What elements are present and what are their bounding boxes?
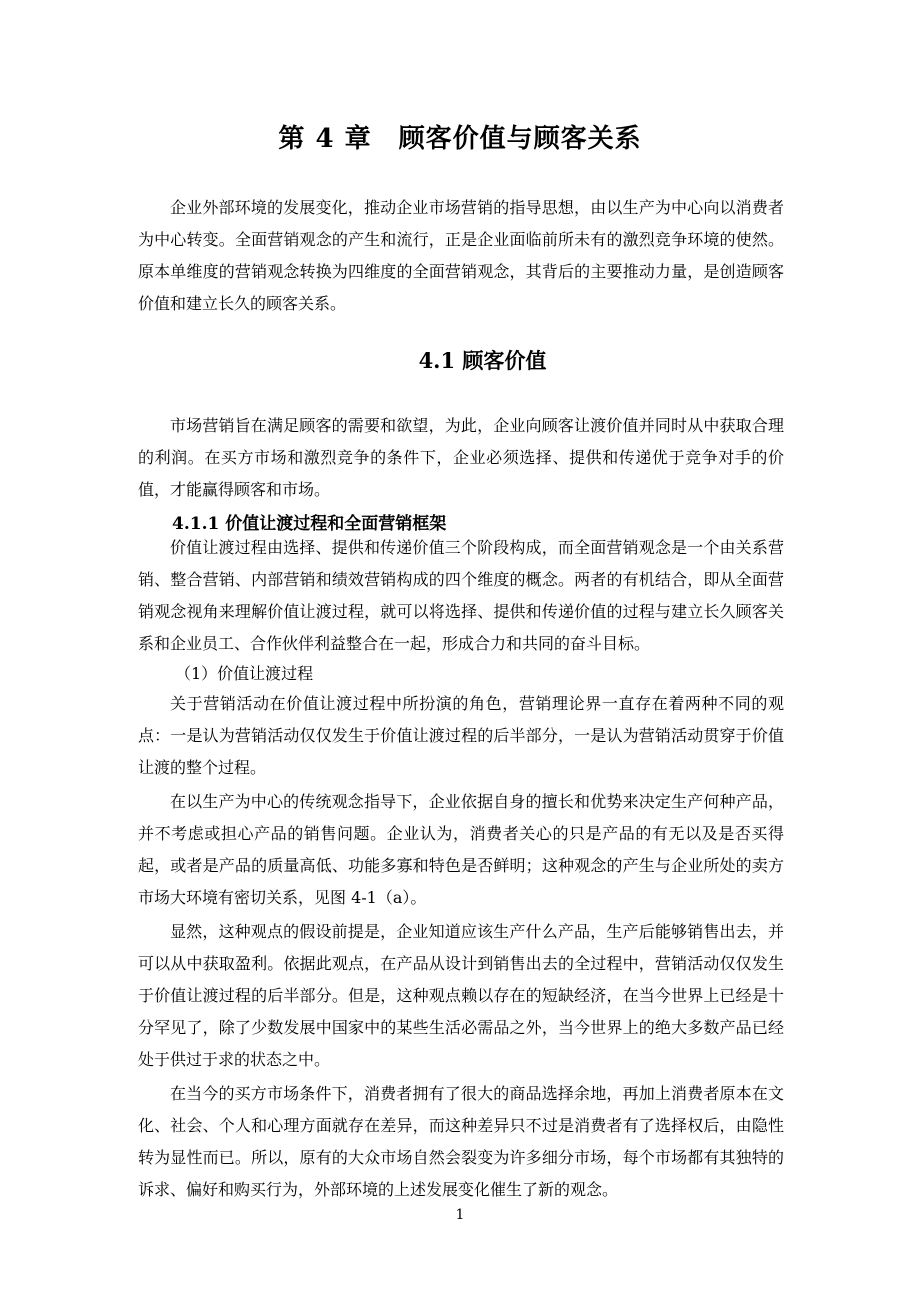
chapter-intro-block: [138, 192, 784, 320]
page-number: 1: [455, 1207, 465, 1223]
body-text-block: [138, 688, 784, 1206]
body-paragraph: 显然，这种观点的假设前提是，企业知道应该生产什么产品，生产后能够销售出去，并可以从中获取盈利。依据此观点，在产品从设计到销售出去的全过程中，营销活动仅仅发生于价值让渡过程的后半部分。但是，这种观点赖以存在的短缺经济，在当今世界上已经是十分罕见了，除了少数发展中国家中的某些生活必需品之外，当今世界上的绝大多数产品已经处于供过于求的状态之中。: [138, 922, 784, 1069]
chapter-intro-paragraph: 企业外部环境的发展变化，推动企业市场营销的指导思想，由以生产为中心向以消费者为中心转变。全面营销观念的产生和流行，正是企业面临前所未有的激烈竞争环境的使然。原本单维度的营销观念转换为四维度的全面营销观念，其背后的主要推动力量，是创造顾客价值和建立长久的顾客关系。: [138, 198, 784, 313]
subsection-paragraph-block: [138, 532, 784, 660]
section-title: 4.1 顾客价值: [418, 348, 547, 373]
body-paragraph: 价值让渡过程由选择、提供和传递价值三个阶段构成，而全面营销观念是一个由关系营销、整合营销、内部营销和绩效营销构成的四个维度的概念。两者的有机结合，即从全面营销观念视角来理解价值让渡过程，就可以将选择、提供和传递价值的过程与建立长久顾客关系和企业员工、合作伙伴利益整合在一起，形成合力和共同的奋斗目标。: [138, 538, 784, 653]
body-paragraph: 在当今的买方市场条件下，消费者拥有了很大的商品选择余地，再加上消费者原本在文化、社会、个人和心理方面就存在差异，而这种差异只不过是消费者有了选择权后，由隐性转为显性而已。所以，原有的大众市场自然会裂变为许多细分市场，每个市场都有其独特的诉求、偏好和购买行为，外部环境的上述发展变化催生了新的观念。: [138, 1084, 784, 1199]
section-intro-block: [138, 410, 784, 506]
body-paragraph: 关于营销活动在价值让渡过程中所扮演的角色，营销理论界一直存在着两种不同的观点：一是认为营销活动仅仅发生于价值让渡过程的后半部分，一是认为营销活动贯穿于价值让渡的整个过程。: [138, 694, 784, 777]
list-label: （1）价值让渡过程: [175, 664, 314, 683]
body-paragraph: 在以生产为中心的传统观念指导下，企业依据自身的擅长和优势来决定生产何种产品，并不考虑或担心产品的销售问题。企业认为，消费者关心的只是产品的有无以及是否买得起，或者是产品的质量高低、功能多寡和特色是否鲜明；这种观念的产生与企业所处的卖方市场大环境有密切关系，见图 4-1（a）。: [138, 792, 784, 907]
chapter-title: 第 4 章 顾客价值与顾客关系: [278, 124, 642, 154]
subsection-title: 4.1.1 价值让渡过程和全面营销框架: [172, 514, 447, 534]
section-intro-paragraph: 市场营销旨在满足顾客的需要和欲望，为此，企业向顾客让渡价值并同时从中获取合理的利润。在买方市场和激烈竞争的条件下，企业必须选择、提供和传递优于竞争对手的价值，才能赢得顾客和市场。: [138, 416, 784, 499]
